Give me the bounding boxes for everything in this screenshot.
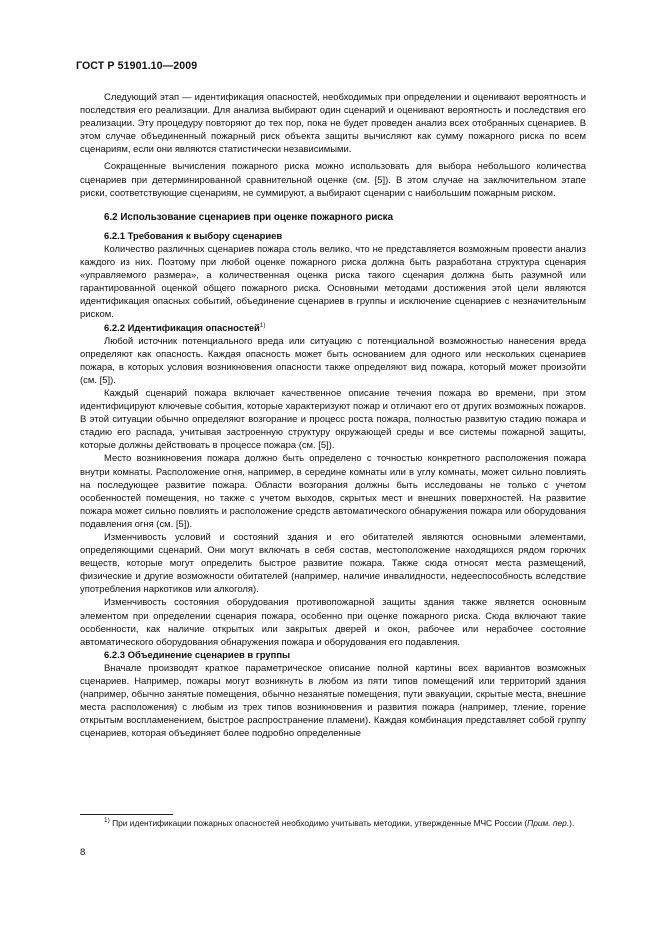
paragraph: Количество различных сценариев пожара столь велико, что не представляется возможным провести анализ каждого из них. Поэтому при любой оценке пожарного риска должна быть разработана структура сценария «управляемого размера», а количественная оценка риска такого сценария должна быть разумной или гарантированной оценкой общего пожарного риска. Основными методами достижения этой цели являются идентификация опасных событий, объединение сценариев в группы и исключение сценариев с незначительным риском.	[80, 243, 586, 321]
paragraph: Вначале производят краткое параметрическое описание полной картины всех вариантов возможных сценариев. Например, пожары могут возникнуть в любом из пяти типов помещений или территорий здания (например, обычно занятые помещения, обычно незанятые помещения, пути эвакуации, скрытые места, внешние места расположения) с любым из трех типов возникновения и развития пожара (например, тление, горение открытым воспламенением, быстрое распространение пламени). Каждая комбинация представляет собой группу сценариев, которая объединяет более подробно определенные	[80, 662, 586, 740]
paragraph: Изменчивость условий и состояний здания и его обитателей являются основными элементами, определяющими сценарий. Они могут включать в себя состав, местоположение находящихся рядом горючих веществ, которые могут определить быстрое развитие пожара. Также сюда относят места размещений, физические и другие возможности обитателей (например, наличие инвалидности, недееспособность вследствие употребления наркотиков или алкоголя).	[80, 532, 586, 596]
paragraph: Изменчивость состояния оборудования противопожарной защиты здания также является основным элементом при определении сценария пожара, особенно при оценке пожарного риска. Сюда включают такие особенности, как наличие открытых или закрытых дверей и окон, рабочее или нерабочее состояние автоматического оборудования обнаружения пожара и оборудования его подавления.	[80, 597, 586, 648]
footnote-divider	[80, 814, 173, 815]
document-code-header: ГОСТ Р 51901.10—2009	[76, 60, 198, 72]
footnote-body: При идентификации пожарных опасностей необходимо учитывать методики, утвержденные МЧС России (	[112, 818, 528, 828]
footnote-mark: 1)	[104, 817, 110, 825]
paragraph: Следующий этап — идентификация опасностей, необходимых при определении и оценивают вероятность и последствия его реализации. Для анализа выбирают один сценарий и оценивают вероятность и последствия его реализации. Эту процедуру повторяют до тех пор, пока не будет проведен анализ всех отобранных сценариев. В этом случае объединенный пожарный риск объекта защиты вычисляют как сумму пожарного риска по всем сценариям, если они являются статистически независимыми.	[80, 92, 586, 156]
paragraph: Любой источник потенциального вреда или ситуацию с потенциальной возможностью нанесения вреда определяют как опасность. Каждая опасность может быть основанием для одного или нескольких сценариев пожара, в которых условия возникновения опасности также определяют вид пожара, который может произойти (см. [5]).	[80, 335, 586, 386]
main-text	[80, 91, 586, 741]
paragraph: Сокращенные вычисления пожарного риска можно использовать для выбора небольшого количества сценариев при детерминированной сравнительной оценке (см. [5]). В этом случае на заключительном этапе риски, соответствующие сценариям, не суммируют, а выбирают сценарии с наибольшим пожарным риском.	[80, 161, 586, 199]
paragraph: Место возникновения пожара должно быть определено с точностью конкретного расположения пожара внутри комнаты. Расположение огня, например, в середине комнаты или в углу комнаты, может сильно повлиять на последующее развитие пожара. Области возгорания должны быть исследованы не только с учетом особенностей помещения, но также с учетом выходов, скрытых мест и внешних поверхностей. На развитие пожара может сильно повлиять и расположение средств автоматического обнаружения пожара или оборудования подавления огня (см. [5]).	[80, 453, 586, 530]
footnote-italic: Прим. пер.	[527, 818, 570, 828]
footnote	[80, 818, 586, 830]
subsection-heading-6-2-3: 6.2.3 Объединение сценариев в группы	[104, 649, 291, 661]
footnote-tail: ).	[569, 818, 575, 828]
page-number: 8	[80, 847, 86, 858]
subsection-heading-6-2-2	[80, 322, 586, 335]
footnote-reference: 1)	[259, 321, 266, 329]
section-heading-6-2: 6.2 Использование сценариев при оценке пожарного риска	[104, 211, 394, 223]
subsection-heading-6-2-1: 6.2.1 Требования к выбору сценариев	[104, 230, 283, 242]
footnote-text	[80, 818, 586, 830]
subsection-title: 6.2.2 Идентификация опасностей	[104, 322, 260, 334]
paragraph: Каждый сценарий пожара включает качественное описание течения пожара во времени, при этом идентифицируют ключевые события, которые характеризуют пожар и отличают его от других возможных пожаров. В этой ситуации обычно определяют возгорание и процесс роста пожара, полностью развитую стадию пожара и стадию его распада, учитывая застроенную структуру окружающей среды и все системы пожарной защиты, которые должны действовать в процессе пожара (см. [5]).	[80, 387, 586, 452]
